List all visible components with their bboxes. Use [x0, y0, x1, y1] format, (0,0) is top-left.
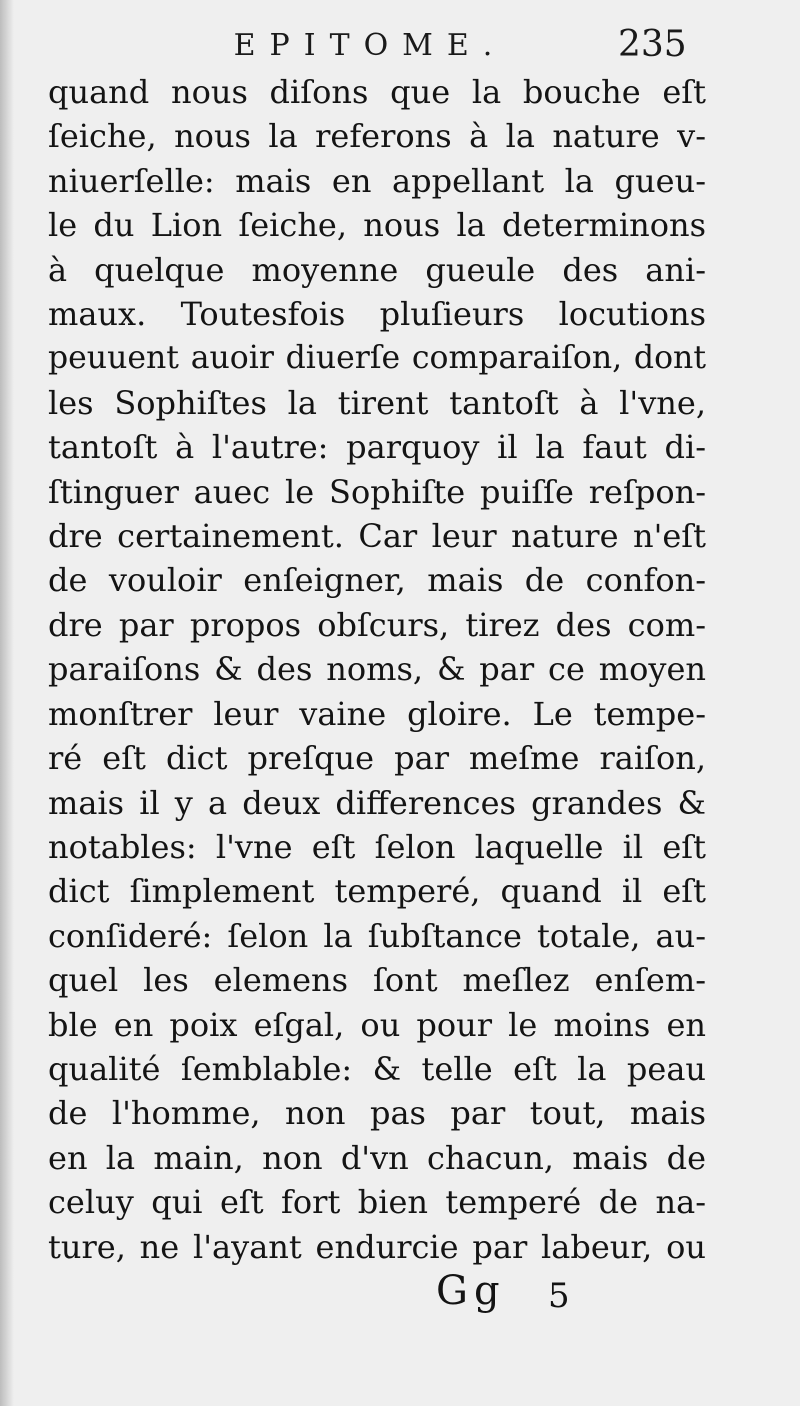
text-line: qualité ſemblable: & telle eſt la peau — [48, 1049, 706, 1088]
text-line: celuy qui eſt fort bien temperé de na- — [48, 1183, 706, 1222]
body-text — [48, 70, 706, 1269]
text-line: en la main, non d'vn chacun, mais de — [48, 1138, 706, 1177]
signature-number: 5 — [548, 1276, 570, 1316]
text-line: niuerſelle: mais en appellant la gueu- — [48, 161, 706, 200]
page-number: 235 — [618, 24, 687, 65]
text-line: monſtrer leur vaine gloire. Le tempe- — [48, 694, 706, 733]
text-line: notables: l'vne eſt ſelon laquelle il eſt — [48, 827, 706, 866]
text-line: de l'homme, non pas par tout, mais — [48, 1094, 706, 1133]
text-line: mais il y a deux differences grandes & — [48, 783, 706, 822]
text-line: ture, ne l'ayant endurcie par labeur, ou — [48, 1227, 706, 1266]
text-line: ſeiche, nous la referons à la nature v- — [48, 117, 706, 156]
text-line: quand nous diſons que la bouche eſt — [48, 73, 706, 111]
text-line: maux. Toutesfois pluſieurs locutions — [48, 295, 706, 334]
text-line: ré eſt dict preſque par meſme raiſon, — [48, 739, 706, 778]
text-line: quel les elemens ſont meſlez enſem- — [48, 961, 706, 1000]
text-line: le du Lion ſeiche, nous la determinons — [48, 206, 706, 245]
text-line: dict ſimplement temperé, quand il eſt — [48, 872, 706, 911]
text-line: de vouloir enſeigner, mais de confon- — [48, 561, 706, 600]
text-line: les Sophiſtes la tirent tantoſt à l'vne, — [48, 383, 706, 422]
text-line: ble en poix eſgal, ou pour le moins en — [48, 1005, 706, 1044]
gutter-shadow — [0, 0, 14, 1406]
text-line: ſtinguer auec le Sophiſte puiſſe reſpon- — [48, 472, 706, 511]
signature-mark: Gg — [436, 1268, 506, 1314]
text-line: peuuent auoir diuerſe comparaiſon, dont — [48, 340, 706, 377]
running-head: EPITOME. — [233, 28, 507, 63]
text-line: conſideré: ſelon la ſubſtance totale, au- — [48, 916, 706, 955]
text-line: tantoſt à l'autre: parquoy il la faut di- — [48, 428, 706, 467]
text-line: dre par propos obſcurs, tirez des com- — [48, 605, 706, 644]
text-line: dre certainement. Car leur nature n'eſt — [48, 517, 706, 556]
text-line: paraiſons & des noms, & par ce moyen — [48, 650, 706, 689]
text-line: à quelque moyenne gueule des ani- — [48, 250, 706, 289]
